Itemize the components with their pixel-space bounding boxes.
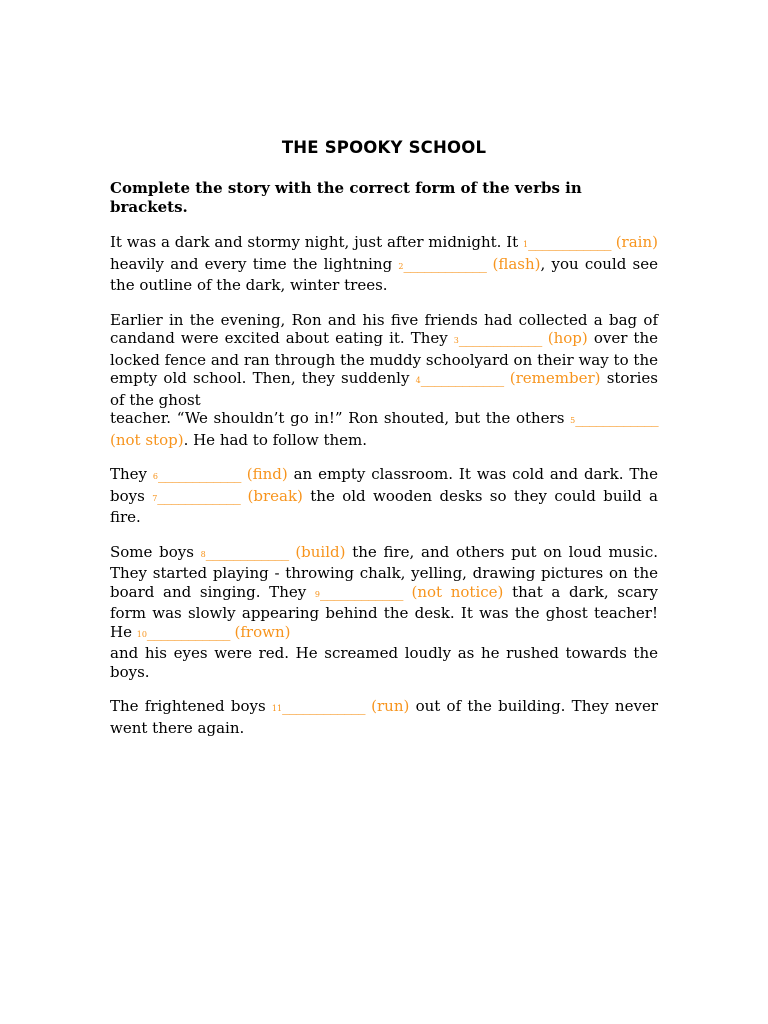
blank-number: 3 (453, 336, 459, 345)
blank-number: 1 (523, 240, 529, 249)
text: the old wooden desks so they could build a fire. (110, 486, 659, 526)
answer-blank[interactable]: ____________ (420, 369, 504, 387)
verb-hint: (flash) (492, 254, 541, 273)
text: . He had to follow them. (183, 430, 367, 449)
paragraph-1 (110, 233, 658, 295)
answer-blank[interactable]: ____________ (528, 233, 611, 251)
answer-blank[interactable]: ____________ (157, 486, 241, 505)
blank-number: 9 (314, 589, 320, 599)
answer-blank[interactable]: ____________ (146, 622, 230, 641)
verb-hint: (frown) (234, 622, 291, 641)
text: and his eyes were red. He screamed loudly as he rushed towards the boys. (110, 644, 658, 681)
text: They (110, 465, 153, 483)
text: that a dark, scary form was slowly appearing behind the desk. It was the ghost teacher! He (110, 582, 658, 641)
text: , you could see the outline of the dark, winter trees. (110, 254, 658, 294)
blank-number: 7 (152, 493, 158, 503)
verb-hint: (break) (247, 486, 303, 505)
answer-blank[interactable]: ____________ (575, 409, 658, 427)
paragraph-2 (110, 311, 658, 450)
blank-number: 8 (200, 549, 206, 559)
answer-blank[interactable]: ____________ (282, 697, 365, 715)
verb-hint: (not notice) (411, 582, 504, 601)
answer-blank[interactable]: ____________ (158, 465, 241, 483)
verb-hint: (hop) (547, 329, 588, 347)
verb-hint: (find) (246, 465, 288, 483)
answer-blank[interactable]: ____________ (403, 254, 487, 273)
text: over the locked fence and ran through the muddy schoolyard on their way to the empty old school. Then, they suddenly (110, 329, 658, 387)
paragraph-5 (110, 697, 658, 737)
paragraph-3 (110, 465, 658, 527)
text: out of the building. They never went there again. (110, 697, 658, 737)
blank-number: 11 (271, 704, 283, 713)
answer-blank[interactable]: ____________ (458, 329, 542, 347)
text: heavily and every time the lightning (110, 254, 399, 273)
blank-number: 5 (570, 416, 576, 425)
blank-number: 4 (415, 376, 421, 385)
text: Some boys (110, 542, 201, 561)
paragraph-4 (110, 543, 658, 682)
worksheet-title: THE SPOOKY SCHOOL (281, 138, 487, 157)
text: an empty classroom. It was cold and dark. The boys (110, 465, 658, 505)
worksheet (110, 138, 658, 737)
text: the fire, and others put on loud music. They started playing - throwing chalk, yelling, drawing pictures on the board and singing. They (110, 542, 658, 601)
text: Earlier in the evening, Ron and his five friends had collected a bag of candand were excited about eating it. They (110, 310, 658, 347)
verb-hint: (not stop) (110, 430, 184, 449)
text: It was a dark and stormy night, just after midnight. It (110, 233, 523, 251)
verb-hint: (remember) (509, 369, 601, 387)
verb-hint: (run) (371, 697, 410, 715)
verb-hint: (build) (295, 542, 346, 561)
text: stories of the ghost (110, 369, 658, 409)
text: The frightened boys (110, 697, 272, 715)
verb-hint: (rain) (615, 233, 658, 251)
answer-blank[interactable]: ____________ (319, 582, 403, 601)
answer-blank[interactable]: ____________ (205, 542, 289, 561)
text: teacher. “We shouldn’t go in!” Ron shouted, but the others (110, 409, 571, 427)
instructions: Complete the story with the correct form of the verbs in brackets. (110, 179, 582, 216)
blank-number: 10 (136, 629, 147, 639)
blank-number: 2 (398, 261, 404, 271)
blank-number: 6 (152, 472, 159, 481)
